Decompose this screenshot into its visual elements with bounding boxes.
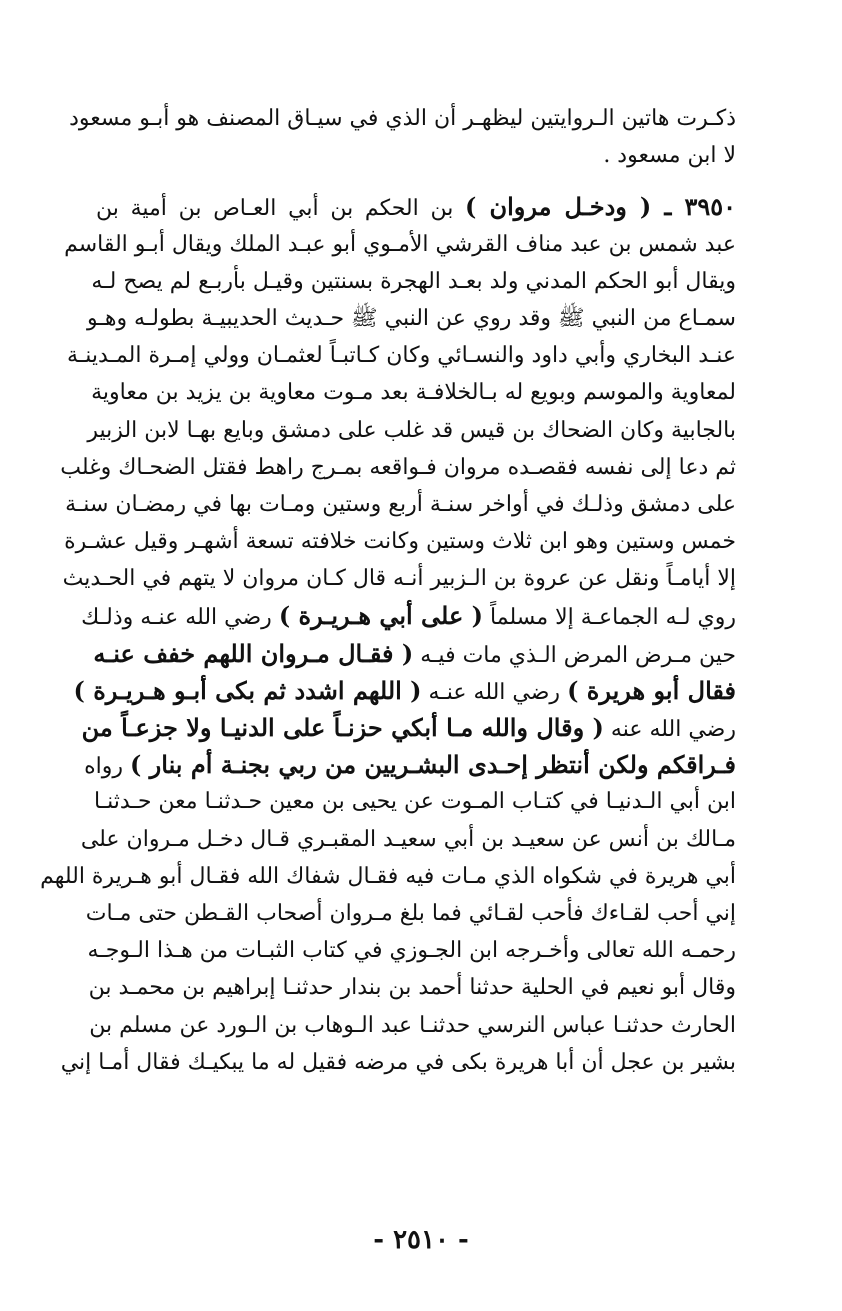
entry-line: عنـد البخاري وأبي داود والنسـائي وكان كـاتبـاً لعثمـان وولي إمـرة المـدينـة — [66, 343, 736, 369]
quoted-text: ( وقال والله مـا أبكي حزنـاً على الدنيـا ولا جزعـاً من — [81, 713, 604, 742]
entry-heading: ٣٩٥٠ ـ ( ودخـل مروان ) — [465, 192, 736, 222]
entry-line — [81, 597, 736, 634]
intro-line: لا ابن مسعود . — [603, 143, 736, 169]
entry-text: رضي الله عنه — [610, 717, 736, 742]
entry-line: أبي هريرة في شكواه الذي مـات فيه فقـال شفاك الله فقـال أبو هـريرة اللهم — [40, 863, 736, 889]
entry-line: خمس وستين وهو ابن ثلاث وستين وكانت خلافته تسعة أشهـر وقيل عشـرة — [64, 529, 736, 555]
quoted-text: ( فقـال مـروان اللهم خفف عنـه — [93, 638, 414, 668]
entry-text: حين مـرض المرض الـذي مات فيـه — [420, 642, 736, 668]
quoted-text: ( على أبي هـريـرة ) — [278, 601, 484, 631]
quoted-text: فقال أبو هريرة ) — [567, 675, 736, 705]
entry-line: الحارث حدثنـا عباس النرسي حدثنـا عبد الـوهاب بن الـورد عن مسلم بن — [89, 1012, 736, 1038]
entry-text: رواه — [84, 754, 123, 780]
quoted-text: ( اللهم اشدد ثم بكى أبـو هـريـرة ) — [73, 675, 422, 705]
intro-line: ذكـرت هاتين الـروايتين ليظهـر أن الذي في سيـاق المصنف هو أبـو مسعود — [69, 106, 736, 131]
page-body — [40, 100, 736, 1081]
entry-line: إلا أيامـاً ونقل عن عروة بن الـزبير أنـه قال كـان مروان لا يتهم في الحـديث — [62, 566, 736, 592]
entry-line: عبد شمس بن عبد مناف القرشي الأمـوي أبو عبـد الملك ويقال أبـو القاسم — [64, 231, 736, 257]
page-number: - ٢٥١٠ - — [373, 1225, 469, 1255]
entry-line — [73, 672, 736, 709]
entry-line: ثم دعا إلى نفسه فقصـده مروان فـواقعه بمـرج راهط فقتل الضحـاك وغلب — [60, 454, 736, 480]
entry-line: بشير بن عجل أن أبا هريرة بكى في مرضه فقيل له ما يبكيـك فقال أمـا إني — [60, 1049, 736, 1075]
entry-line — [93, 635, 736, 672]
entry-text: رضي الله عنـه وذلـك — [81, 605, 272, 631]
entry-line — [96, 188, 736, 225]
entry-line: ويقال أبو الحكم المدني ولد بعـد الهجرة بسنتين وقيـل بأربـع لم يصح لـه — [91, 268, 736, 294]
entry-line: وقال أبو نعيم في الحلية حدثنا أحمد بن بندار حدثنـا إبراهيم بن محمـد بن — [88, 975, 736, 1001]
quoted-text: فـراقكم ولكن أنتظر إحـدى البشـريين من ربي بجنـة أم بنار ) — [129, 750, 736, 780]
entry-line — [81, 709, 736, 746]
entry-text: بن الحكم بن أبي العـاص بن أمية بن — [96, 196, 454, 222]
entry-line: إني أحب لقـاءك فأحب لقـائي فما بلغ مـروان أصحاب القـطن حتى مـات — [85, 900, 736, 926]
entry-line: لمعاوية والموسم وبويع له بـالخلافـة بعد مـوت معاوية بن يزيد بن معاوية — [91, 380, 736, 406]
entry-line: رحمـه الله تعالى وأخـرجه ابن الجـوزي في كتاب الثبـات من هـذا الـوجـه — [87, 938, 736, 964]
entry-text: روي لـه الجماعـة إلا مسلماً — [490, 605, 736, 631]
entry-line: بالجابية وكان الضحاك بن قيس قد غلب على دمشق وبايع بهـا لابن الزبير — [87, 417, 736, 443]
entry-line: سمـاع من النبي ﷺ وقد روي عن النبي ﷺ حـديث الحديبيـة بطولـه وهـو — [87, 305, 736, 331]
entry-text: رضي الله عنـه — [428, 679, 561, 705]
entry-line — [84, 746, 736, 783]
entry-line: ابن أبي الـدنيـا في كتـاب المـوت عن يحيى بن معين حـدثنـا معن حـدثنـا — [93, 789, 736, 815]
entry-line: على دمشق وذلـك في أواخر سنـة أربع وستين ومـات بها في رمضـان سنـة — [65, 491, 736, 517]
paragraph-gap — [96, 174, 736, 188]
entry-line: مـالك بن أنس عن سعيـد بن أبي سعيـد المقبـري قـال دخـل مـروان على — [80, 826, 736, 852]
